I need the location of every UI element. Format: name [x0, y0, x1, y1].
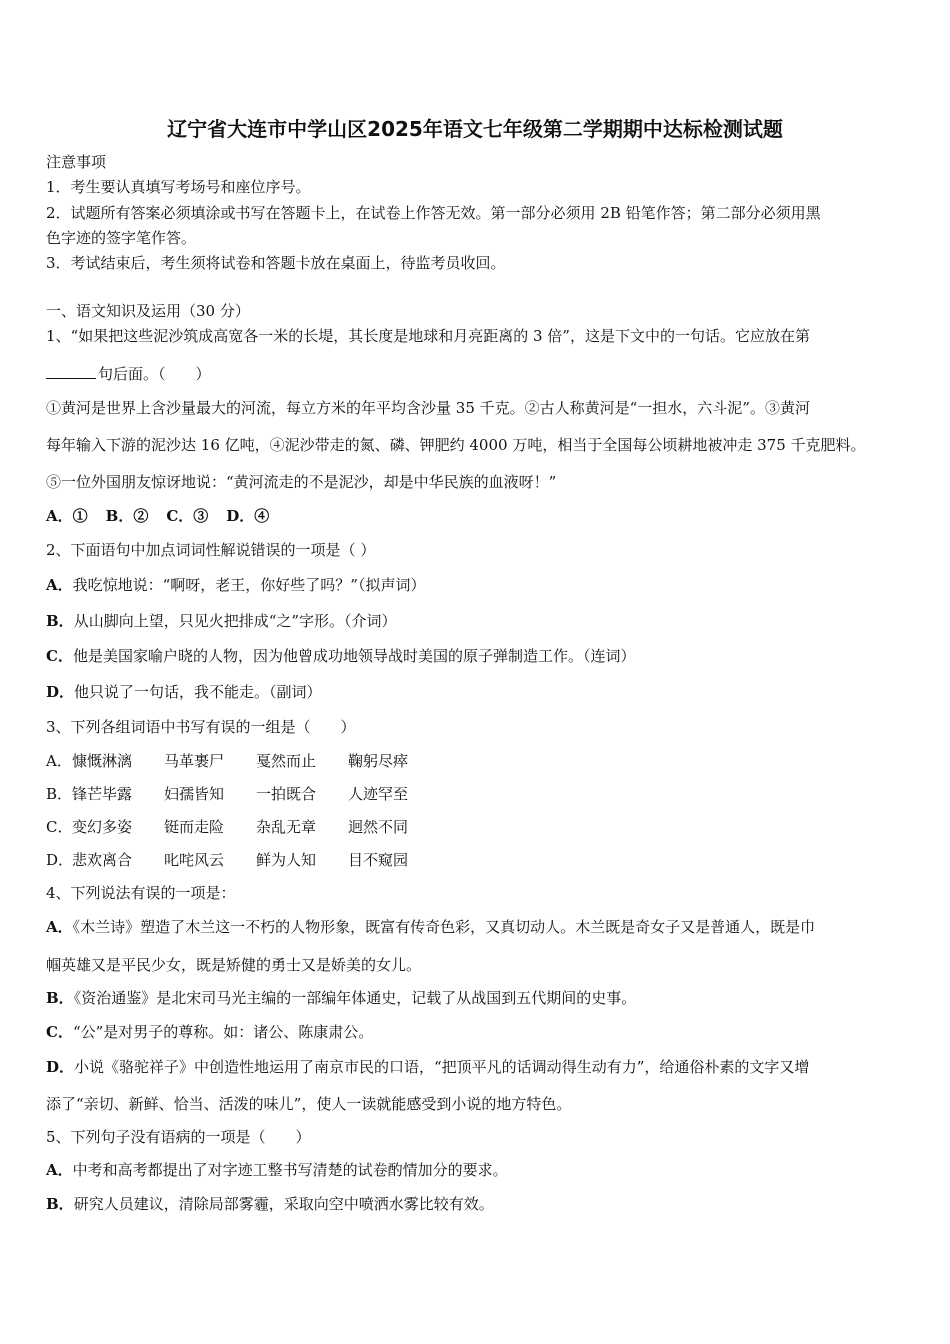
section-heading: 一、语文知识及运用（30 分）	[46, 302, 250, 320]
q2-option-b: B．从山脚向上望，只见火把排成“之”字形。（介词）	[46, 612, 397, 630]
q4-option-a: A．《木兰诗》塑造了木兰这一不朽的人物形象，既富有传奇色彩，又真切动人。木兰既是奇女子又是普通人，既是巾	[46, 918, 816, 936]
notice-heading: 注意事项	[46, 153, 107, 171]
q2-option-c: C．他是美国家喻户晓的人物，因为他曾成功地领导战时美国的原子弹制造工作。（连词）	[46, 647, 636, 665]
q5-option-b: B．研究人员建议，清除局部雾霾，采取向空中喷洒水雾比较有效。	[46, 1195, 494, 1213]
option-c: C．③	[166, 507, 209, 525]
q4-option-c: C．“公”是对男子的尊称。如：诸公、陈康肃公。	[46, 1023, 374, 1041]
notice-item: 1．考生要认真填写考场号和座位序号。	[46, 178, 311, 196]
page-title: 辽宁省大连市中学山区2025年语文七年级第二学期期中达标检测试题	[167, 117, 783, 141]
q1-passage: ⑤一位外国朋友惊讶地说：“黄河流走的不是泥沙，却是中华民族的血液呀！”	[46, 473, 557, 491]
q3-option-b: B．锋芒毕露 妇孺皆知 一拍既合 人迹罕至	[46, 785, 409, 803]
notice-item: 色字迹的签字笔作答。	[46, 229, 197, 247]
q5-option-a: A．中考和高考都提出了对字迹工整书写清楚的试卷酌情加分的要求。	[46, 1161, 508, 1179]
q2-stem: 2、下面语句中加点词词性解说错误的一项是（ ）	[46, 541, 376, 559]
q1-stem-line2	[46, 364, 211, 384]
q4-option-d-cont: 添了“亲切、新鲜、恰当、活泼的味儿”，使人一读就能感受到小说的地方特色。	[46, 1095, 572, 1113]
notice-item: 2．试题所有答案必须填涂或书写在答题卡上，在试卷上作答无效。第一部分必须用 2B 铅笔作答；第二部分必须用黑	[46, 204, 821, 222]
answer-blank	[46, 364, 96, 379]
q3-option-d: D．悲欢离合 叱咤风云 鲜为人知 目不窥园	[46, 851, 409, 869]
option-b: B．②	[105, 507, 149, 525]
q3-option-c: C．变幻多姿 铤而走险 杂乱无章 迥然不同	[46, 818, 409, 836]
q2-option-d: D．他只说了一句话，我不能走。（副词）	[46, 683, 322, 701]
q1-stem: 1、“如果把这些泥沙筑成高宽各一米的长堤，其长度是地球和月亮距离的 3 倍”，这是下文中的一句话。它应放在第	[46, 327, 810, 345]
q1-passage: ①黄河是世界上含沙量最大的河流，每立方米的年平均含沙量 35 千克。②古人称黄河是“一担水，六斗泥”。③黄河	[46, 399, 810, 417]
q1-passage: 每年输入下游的泥沙达 16 亿吨，④泥沙带走的氮、磷、钾肥约 4000 万吨，相当于全国每公顷耕地被冲走 375 千克肥料。	[46, 436, 866, 454]
q4-option-d: D．小说《骆驼祥子》中创造性地运用了南京市民的口语，“把顶平凡的话调动得生动有力”，给通俗朴素的文字又增	[46, 1058, 810, 1076]
q2-option-a: A．我吃惊地说：“啊呀，老王，你好些了吗？”（拟声词）	[46, 576, 426, 594]
q4-option-a-cont: 帼英雄又是平民少女，既是矫健的勇士又是娇美的女儿。	[46, 956, 422, 974]
option-a: A．①	[46, 507, 88, 525]
notice-item: 3．考试结束后，考生须将试卷和答题卡放在桌面上，待监考员收回。	[46, 254, 506, 272]
q5-stem: 5、下列句子没有语病的一项是（ ）	[46, 1128, 311, 1146]
q1-options	[46, 506, 287, 526]
q3-option-a: A．慷慨淋漓 马革裹尸 戛然而止 鞠躬尽瘁	[46, 752, 409, 770]
q1-stem-tail: 句后面。（ ）	[98, 365, 211, 383]
option-d: D．④	[226, 507, 270, 525]
q3-stem: 3、下列各组词语中书写有误的一组是（ ）	[46, 718, 356, 736]
q4-option-b: B．《资治通鉴》是北宋司马光主编的一部编年体通史，记载了从战国到五代期间的史事。	[46, 989, 637, 1007]
q4-stem: 4、下列说法有误的一项是：	[46, 884, 236, 902]
